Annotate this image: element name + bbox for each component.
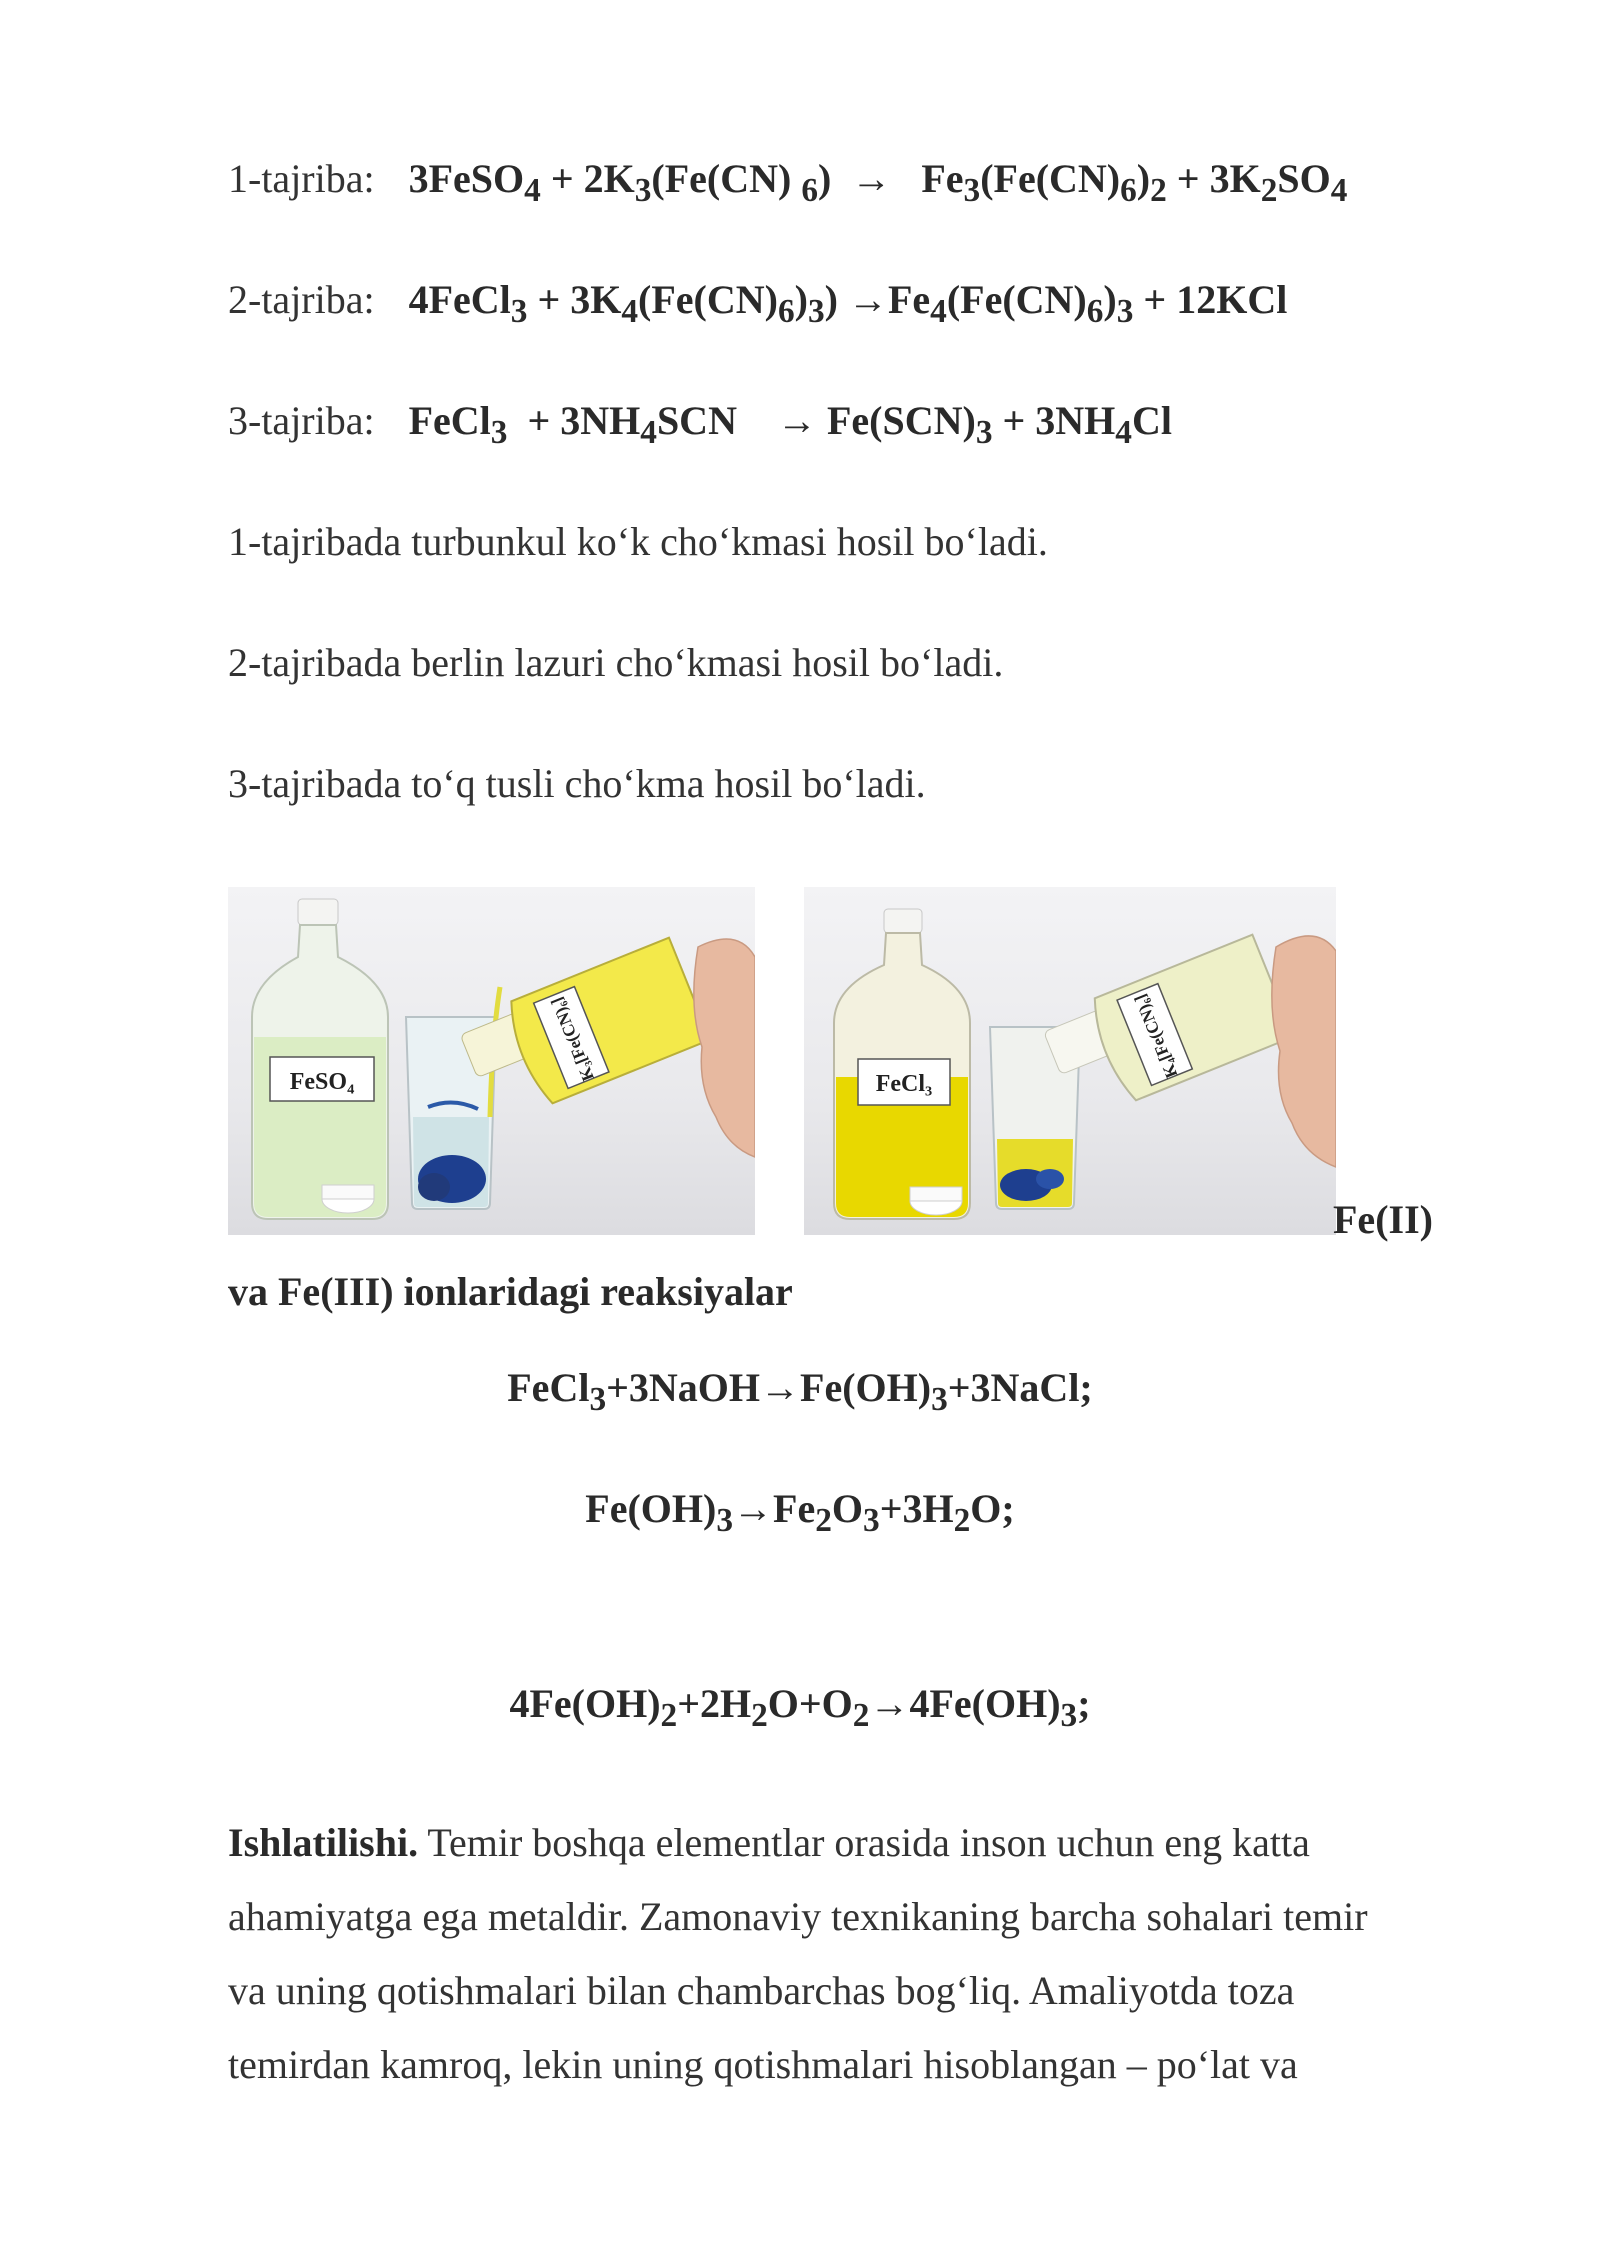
experiment-1 [228, 155, 1347, 215]
reaction-1: $FeCl_3+3NaOH\to Fe(OH)_3+3NaCl$; [507, 1365, 1093, 1418]
observation-1: 1-tajribada turbunkul ko‘k cho‘kmasi hosil bo‘ladi. [228, 519, 1048, 564]
caption-part-2: va Fe(III) ionlaridagi reaksiyalar [228, 1269, 793, 1314]
bottle-label: FeSO₄ [289, 1069, 355, 1095]
paragraph-line: ahamiyatga ega metaldir. Zamonaviy texnikaning barcha sohalari temir [228, 1894, 1368, 1939]
experiment-label: 3-tajriba: [228, 398, 375, 443]
photo-feso4-reaction [228, 887, 755, 1235]
observation-3: 3-tajribada to‘q tusli cho‘kma hosil bo‘ladi. [228, 761, 926, 806]
chemical-equation: 3FeSO$_4$ + $2K_3(Fe(CN) _6) \to Fe_3(Fe(CN)_6)_2 + 3K_2SO_4$ [408, 156, 1348, 209]
reagent-label: K₃[Fe(CN)₆] [547, 994, 598, 1084]
caption-part-1: Fe(II) [1333, 1197, 1433, 1242]
paragraph-line: va uning qotishmalari bilan chambarchas bog‘liq. Amaliyotda toza [228, 1968, 1295, 2013]
reagent-label: K₄[Fe(CN)₆] [1130, 991, 1182, 1081]
paragraph-line: Ishlatilishi. Temir boshqa elementlar orasida inson uchun eng katta [228, 1820, 1310, 1865]
experiment-label: 2-tajriba: [228, 277, 375, 322]
experiment-2 [228, 276, 1287, 336]
photo-fecl3-reaction [804, 887, 1336, 1235]
paragraph-line: temirdan kamroq, lekin uning qotishmalari hisoblangan – po‘lat va [228, 2042, 1298, 2087]
experiment-label: 1-tajriba: [228, 156, 375, 201]
usage-paragraph [228, 1806, 1468, 2102]
reaction-3: $4Fe(OH)_2+2H_2O+O_2\to 4Fe(OH)_3$; [509, 1681, 1091, 1734]
chemical-equation: 4FeCl$_3$ + $3K_4(Fe(CN)_6)_3) \to Fe_4(Fe(CN)_6)_3 + 12KCl$ [408, 277, 1288, 330]
experiment-3 [228, 397, 1172, 457]
chemical-equation: FeCl$_3$ + $3NH_4SCN$ → $Fe(SCN)_3 + 3NH_4Cl$ [408, 398, 1172, 451]
usage-heading: Ishlatilishi. [228, 1820, 419, 1865]
observation-2: 2-tajribada berlin lazuri cho‘kmasi hosil bo‘ladi. [228, 640, 1004, 685]
bottle-label: FeCl₃ [875, 1071, 933, 1097]
reaction-2: $Fe(OH)_3\to Fe_2O_3+3H_2O$; [585, 1486, 1015, 1539]
